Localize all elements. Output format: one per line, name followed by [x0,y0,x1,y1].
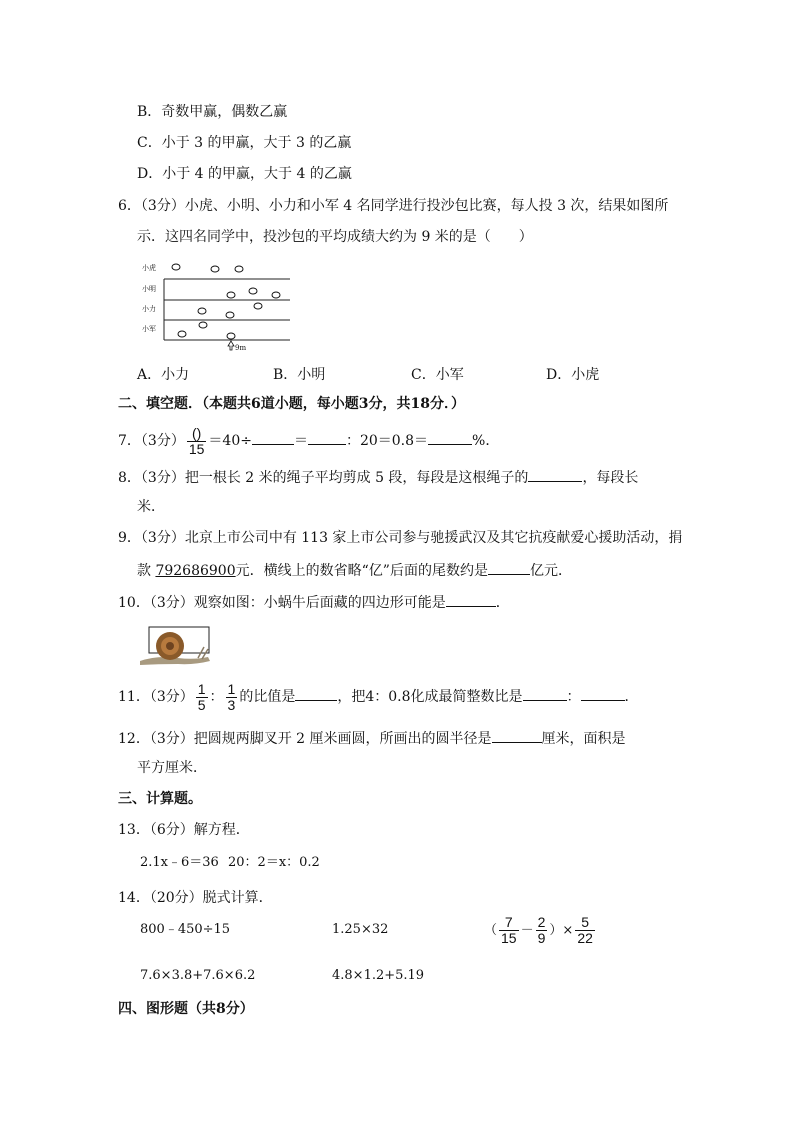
throw-mark [227,292,235,298]
q7: 7．（3分） $\frac{()}{15}$ ＝40÷ ＝ ：20＝0.8＝ %． [118,424,500,457]
row-label-xiaohu: 小虎 [142,264,156,272]
section4-heading: 四、图形题（共8分） [118,1001,254,1017]
throw-mark [254,303,262,309]
throw-mark [199,322,207,328]
snail-figure [138,625,214,667]
q9-line2: 款 792686900元．横线上的数省略“亿”后面的尾数约是 亿元． [137,560,572,580]
q7-blank-3[interactable] [428,430,472,445]
throw-mark [211,266,219,272]
q13-equation-2: 20：2＝x：0.2 [228,855,320,870]
q14-expr-4: 7.6×3.8+7.6×6.2 [140,968,256,983]
row-label-xiaoming: 小明 [142,285,156,293]
throw-mark [198,308,206,314]
marker-9m-label: 9m [235,344,247,352]
q6-option-b: B．小明 [273,367,326,383]
throw-mark [235,266,243,272]
q8-blank-1[interactable] [528,467,582,482]
q13-title: 13．（6分）解方程． [118,822,250,838]
q8-line2: 米． [137,499,165,515]
q9-line1: 9．（3分）北京上市公司中有 113 家上市公司参与驰援武汉及其它抗疫献爱心援助活动，捐 [118,530,683,546]
q7-fraction: $\frac{()}{15}$ [188,424,205,457]
q6-option-c: C．小军 [411,367,464,383]
q6-stem-line2: 示．这四名同学中，投沙包的平均成绩大约为 9 米的是（ ） [137,229,533,245]
q6-option-d: D．小虎 [546,367,600,383]
throw-mark [178,331,186,337]
q9-amount: 792686900 [155,563,236,579]
q9-blank[interactable] [488,560,530,575]
q11-blank-1[interactable] [295,686,337,701]
row-label-xiaojun: 小军 [142,325,156,333]
q5-option-b: B．奇数甲赢，偶数乙赢 [137,104,288,120]
q12-line1: 12．（3分）把圆规两脚叉开 2 厘米画圆，所画出的圆半径是 厘米，面积是 [118,728,626,748]
q6-stem-line1: 6．（3分）小虎、小明、小力和小军 4 名同学进行投沙包比赛，每人投 3 次，结果如图所 [118,198,669,214]
throw-mark [272,292,280,298]
section2-heading: 二、填空题．（本题共6道小题，每小题3分，共18分．） [118,396,465,412]
q14-expr-1: 800﹣450÷15 [140,922,231,937]
q14-title: 14．（20分）脱式计算． [118,890,273,906]
throw-mark [172,264,180,270]
q7-prefix: 7．（3分） [118,433,185,449]
q6-scatter-figure [138,258,298,354]
arrow-up-icon [228,341,234,350]
section3-heading: 三、计算题。 [118,791,202,807]
q14-expr-3: （ $\frac{7}{15}$ － $\frac{2}{9}$ ）× $\frac{5}{22}$ [484,914,593,946]
q11-fraction-1: $\frac{1}{5}$ [197,680,206,713]
q12-blank-1[interactable] [492,728,542,743]
q6-option-a: A．小力 [137,367,190,383]
q7-blank-2[interactable] [308,430,346,445]
throw-mark [226,312,234,318]
q14-expr-2: 1.25×32 [332,922,389,937]
q14-expr-5: 4.8×1.2+5.19 [332,968,425,983]
q11-blank-2[interactable] [523,686,567,701]
q10: 10．（3分）观察如图：小蜗牛后面藏的四边形可能是 ． [118,592,510,612]
q11-fraction-2: $\frac{1}{3}$ [227,680,236,713]
q5-option-d: D．小于 4 的甲赢，大于 4 的乙赢 [137,166,352,182]
q10-blank[interactable] [446,592,496,607]
q11: 11．（3分） $\frac{1}{5}$ ： $\frac{1}{3}$ 的比值是 ，把4：0.8化成最简整数比是 ： ． [118,680,639,713]
q7-blank-1[interactable] [252,430,294,445]
q5-option-c: C．小于 3 的甲赢，大于 3 的乙赢 [137,135,352,151]
q8-line1: 8．（3分）把一根长 2 米的绳子平均剪成 5 段，每段是这根绳子的 ，每段长 [118,467,638,487]
q13-equation-1: 2.1x﹣6＝36 [140,855,219,870]
throw-mark [249,288,257,294]
q11-blank-3[interactable] [581,686,625,701]
throw-mark [227,333,235,339]
row-label-xiaoli: 小力 [142,305,156,313]
q12-line2: 平方厘米． [137,760,207,776]
